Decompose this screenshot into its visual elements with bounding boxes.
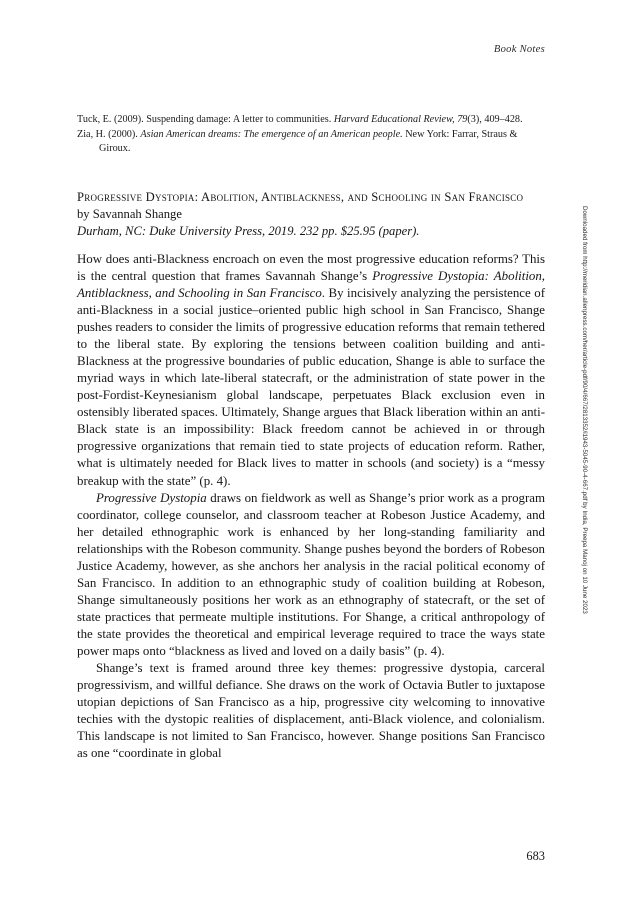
book-heading-block [77, 190, 545, 239]
reference-entry: Zia, H. (2000). Asian American dreams: The emergence of an American people. New York: Farrar, Straus & Giroux. [77, 128, 518, 155]
body-paragraph: Progressive Dystopia draws on fieldwork as well as Shange’s prior work as a program coordinator, college counselor, and classroom teacher at Robeson Justice Academy, and her detailed ethnographic work is enhanced by her long-standing familiarity and relationships with the Robeson community. Shange pushes beyond the borders of Robeson Justice Academy, however, as she anchors her analysis in the racial political economy of San Francisco. In addition to an ethnographic study of coalition building at Robeson, Shange simultaneously positions her work as an ethnography of statecraft, or the set of state practices that permeate multiple institutions. For Shange, a critical anthropology of the state provides the theoretical and empirical leverage required to trace the ways state power maps onto “blackness as lived and loved on a daily basis” (p. 4). [77, 490, 545, 658]
body-paragraph: Shange’s text is framed around three key themes: progressive dystopia, carceral progressivism, and willful defiance. She draws on the work of Octavia Butler to juxtapose utopian depictions of San Francisco as a hip, progressive city welcoming to innovative techies with the dystopic realities of displacement, anti-Black violence, and colonialism. This landscape is not limited to San Francisco, however. Shange positions San Francisco as one “coordinate in global [77, 661, 545, 761]
page-content [77, 113, 545, 762]
reference-list [77, 113, 545, 157]
reference-entry: Tuck, E. (2009). Suspending damage: A letter to communities. Harvard Educational Review, 79(3), 409–428. [77, 114, 523, 125]
book-publication-info: Durham, NC: Duke University Press, 2019. 232 pp. $25.95 (paper). [77, 223, 420, 238]
italic-run: Progressive Dystopia [96, 490, 207, 505]
body-paragraph: How does anti-Blackness encroach on even the most progressive education reforms? This is the central question that frames Savannah Shange’s Progressive Dystopia: Abolition, Antiblackness, and Schooling in San Francisco. By incisively analyzing the persistence of anti-Blackness in a social justice–oriented public high school in San Francisco, Shange pushes readers to consider the limits of progressive education reforms that remain tethered to the liberal state. By exploring the tensions between coalition building and anti-Blackness at the progressive boundaries of public education, Shange is able to surface the myriad ways in which late-liberal statecraft, or the administration of state power in the post-Fordist-Keynesianism global landscape, perpetuates Black exclusion even in ostensibly liberated spaces. Ultimately, Shange argues that Black liberation within an anti-Black state is an impossibility: Black freedom cannot be achieved in or through progressive organizations that remain tied to state projects of education reform. Rather, what is ultimately needed for Black lives to matter in schools (and society) is a “messy breakup with the state” (p. 4). [77, 251, 546, 488]
review-body [77, 251, 545, 762]
book-author: by Savannah Shange [77, 207, 182, 222]
reference-italic-title: Asian American dreams: The emergence of an American people. [140, 128, 403, 140]
reference-volume: 79 [457, 114, 468, 125]
book-title: Progressive Dystopia: Abolition, Antiblackness, and Schooling in San Francisco [77, 189, 524, 204]
page-number: 683 [526, 849, 545, 863]
italic-run: Progressive Dystopia: Abolition, Antiblackness, and Schooling in San Francisco [77, 268, 546, 301]
running-head: Book Notes [493, 44, 545, 55]
reference-italic-title: Harvard Educational Review, [333, 114, 455, 125]
download-watermark-text: Downloaded from http://meridian.allenpress.com/her/article-pdf/90/4/667/2813352/i1943-5045-90-4-667.pdf by India, Preepa Manoj on 10 June 2023 [581, 206, 588, 614]
